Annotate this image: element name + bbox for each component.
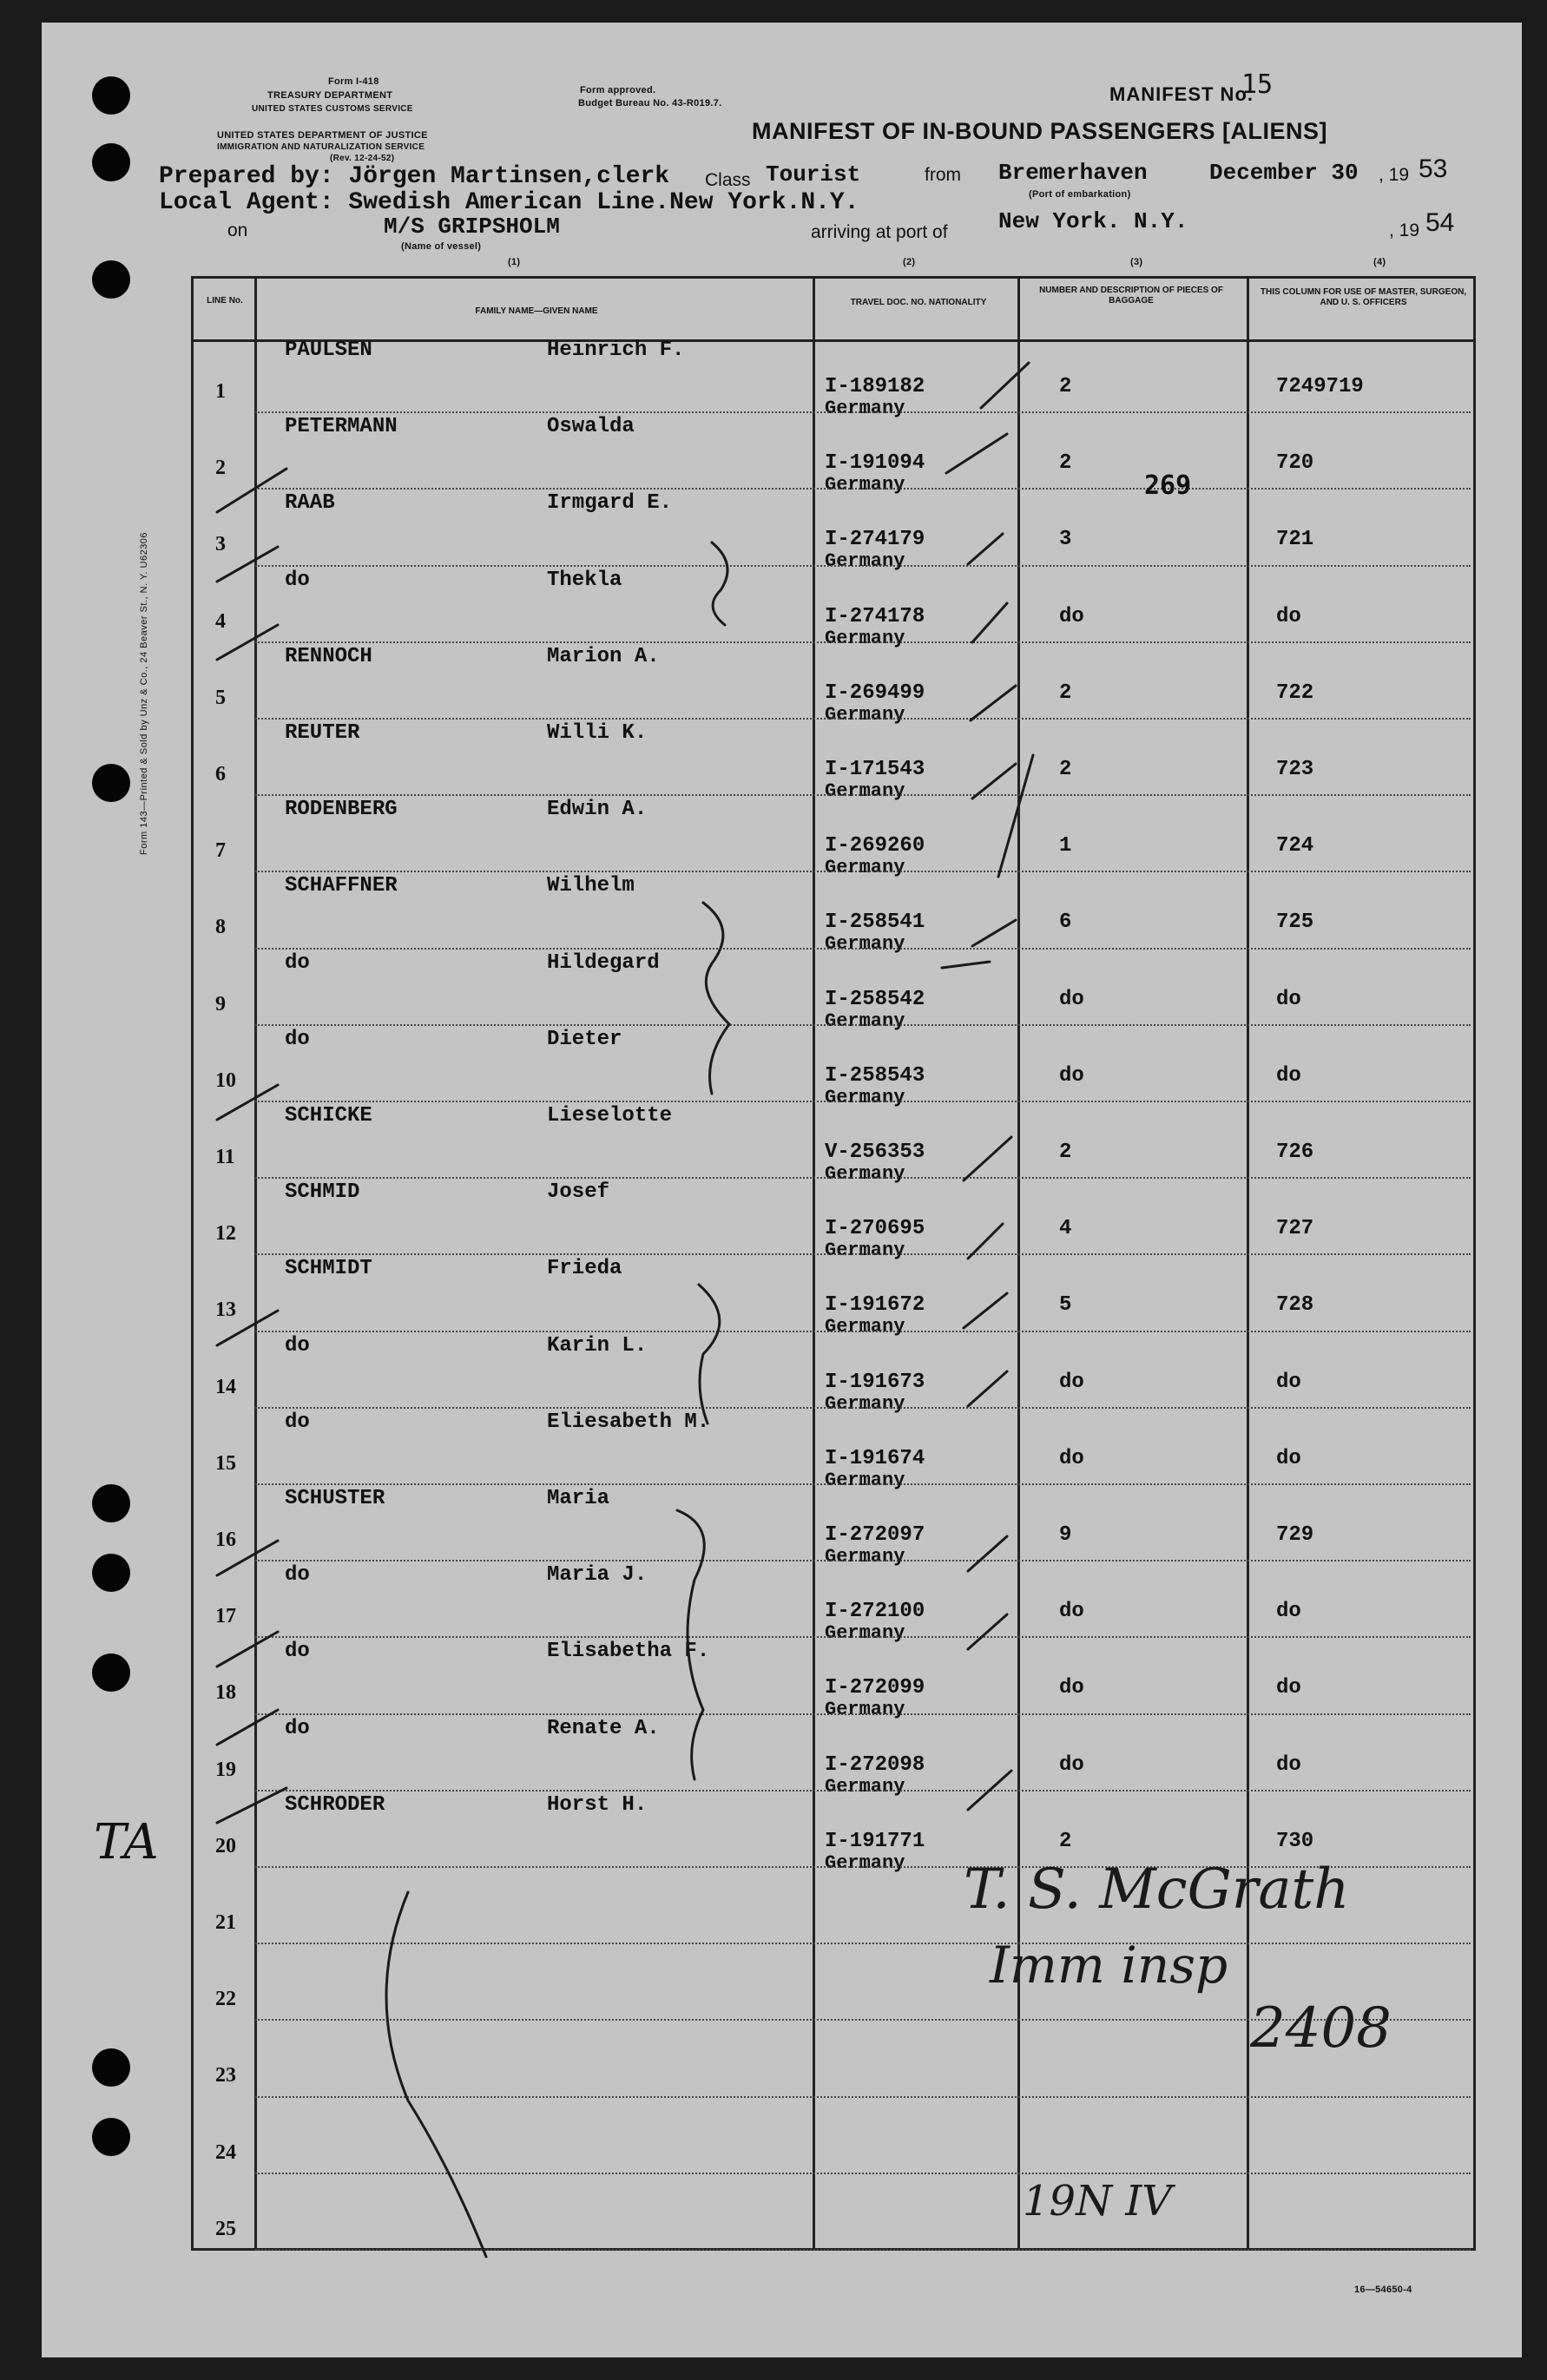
officer-code: 722 [1276,680,1314,705]
line-number: 7 [215,839,226,863]
on-label: on [227,220,248,240]
row-divider [255,1636,1471,1638]
baggage-count: 2 [1059,375,1072,398]
officer-code: 723 [1276,758,1314,781]
vessel-name: M/S GRIPSHOLM [384,214,560,240]
col-header-doc: TRAVEL DOC. NO. NATIONALITY [850,298,987,307]
row-divider [255,2249,1471,2251]
family-name: SCHAFFNER [285,874,398,898]
row-divider [255,794,1471,796]
nationality: Germany [825,1775,905,1798]
col-mark-1: (1) [508,257,521,267]
row-divider [255,1943,1471,1944]
line-number: 11 [215,1146,235,1168]
footer-code: 16—54650-4 [1354,2285,1412,2295]
line-number: 21 [215,1911,236,1934]
manifest-label: MANIFEST No. [1109,83,1254,105]
baggage-count: 9 [1059,1523,1072,1547]
given-name: Frieda [547,1257,622,1281]
prepared-by: Prepared by: Jörgen Martinsen,clerk [159,163,670,190]
officer-code: 728 [1276,1293,1314,1318]
binder-hole [92,1554,130,1592]
line-number: 1 [215,380,226,403]
line-number: 6 [215,763,226,786]
year2-value: 54 [1425,208,1455,237]
travel-doc-number: I-269499 [825,680,925,705]
baggage-count: 3 [1059,528,1072,552]
given-name: Hildegard [547,950,660,975]
baggage-count: do [1059,604,1084,628]
family-name: PAULSEN [285,339,372,362]
row-divider [255,641,1471,643]
binder-hole [92,260,130,299]
officer-code: 725 [1276,911,1314,935]
baggage-count: 1 [1059,834,1072,858]
family-name: REUTER [285,721,360,745]
row-divider [255,1483,1471,1485]
baggage-count: do [1059,1752,1084,1777]
travel-doc-number: I-191674 [825,1446,925,1470]
given-name: Oswalda [547,415,635,439]
family-name: SCHICKE [285,1104,372,1128]
baggage-count: 2 [1059,758,1072,781]
form-number: Form I-418 [328,76,379,87]
family-name: do [285,1410,310,1434]
row-divider [255,1560,1471,1561]
year2-prefix: , 19 [1389,220,1420,240]
nationality: Germany [825,857,905,879]
nationality: Germany [825,1316,905,1338]
family-name: SCHUSTER [285,1487,385,1510]
row-divider [255,1253,1471,1255]
officer-code: do [1276,1446,1301,1470]
family-name: do [285,1563,310,1588]
line-number: 16 [215,1529,236,1551]
budget-bureau: Budget Bureau No. 43-R019.7. [578,98,722,108]
line-number: 8 [215,916,226,939]
from-label: from [925,165,961,185]
line-number: 24 [215,2140,236,2164]
family-name: do [285,1027,310,1051]
year-prefix: , 19 [1379,165,1410,185]
baggage-count: 4 [1059,1217,1072,1241]
baggage-count: 2 [1059,1141,1072,1164]
given-name: Elisabetha F. [547,1640,710,1664]
family-name: do [285,950,310,975]
travel-doc-number: I-191673 [825,1370,925,1394]
travel-doc-number: I-274178 [825,604,925,628]
justice-dept: UNITED STATES DEPARTMENT OF JUSTICE [217,130,428,141]
family-name: RAAB [285,491,335,516]
officer-code: 730 [1276,1829,1314,1853]
officer-code: do [1276,1370,1301,1394]
col-header-baggage: NUMBER AND DESCRIPTION OF PIECES OF BAGGAGE [1039,286,1223,306]
row-divider [255,1331,1471,1332]
line-number: 18 [215,1681,236,1705]
row-divider [255,871,1471,872]
officer-code: do [1276,1752,1301,1777]
officer-code: 727 [1276,1217,1314,1241]
row-divider [255,1024,1471,1026]
travel-doc-number: I-258542 [825,987,925,1011]
revision: (Rev. 12-24-52) [330,154,395,163]
handwritten-269: 269 [1144,470,1192,501]
family-name: do [285,568,310,592]
travel-doc-number: V-256353 [825,1141,925,1164]
family-name: RODENBERG [285,798,398,822]
port-caption: (Port of embarkation) [1029,189,1131,200]
col-header-name: FAMILY NAME—GIVEN NAME [475,306,598,316]
nationality: Germany [825,1086,905,1108]
row-divider [255,718,1471,720]
binder-hole [92,764,130,802]
line-number: 10 [215,1068,236,1092]
col-mark-3: (3) [1130,257,1143,267]
nationality: Germany [825,1699,905,1721]
travel-doc-number: I-272100 [825,1600,925,1624]
travel-doc-number: I-272099 [825,1676,925,1700]
nationality: Germany [825,1851,905,1874]
family-name: SCHMIDT [285,1257,372,1281]
line-number: 13 [215,1298,236,1322]
travel-doc-number: I-272097 [825,1523,925,1547]
line-number: 25 [215,2217,236,2240]
given-name: Maria J. [547,1563,648,1588]
officer-code: 720 [1276,451,1314,476]
row-divider [255,948,1471,950]
given-name: Marion A. [547,644,660,668]
bottom-note: 19N IV [1023,2177,1172,2225]
given-name: Irmgard E. [547,491,673,516]
given-name: Lieselotte [547,1104,673,1128]
travel-doc-number: I-191094 [825,451,925,476]
baggage-count: do [1059,1676,1084,1700]
baggage-count: do [1059,1446,1084,1470]
row-divider [255,1790,1471,1792]
family-name: SCHRODER [285,1792,385,1817]
officer-code: 729 [1276,1523,1314,1547]
col-header-officers: THIS COLUMN FOR USE OF MASTER, SURGEON, AND U. S. OFFICERS [1260,287,1467,307]
given-name: Heinrich F. [547,339,685,362]
binder-hole [92,143,130,181]
nationality: Germany [825,1622,905,1645]
travel-doc-number: I-191672 [825,1293,925,1318]
line-number: 23 [215,2064,236,2087]
nationality: Germany [825,1163,905,1185]
vessel-caption: (Name of vessel) [401,241,482,252]
baggage-count: do [1059,987,1084,1011]
baggage-count: 2 [1059,1829,1072,1853]
row-divider [255,488,1471,490]
nationality: Germany [825,1009,905,1032]
embarkation-port: Bremerhaven [998,160,1148,186]
arrival-port: New York. N.Y. [998,208,1188,234]
printer-imprint: Form 143—Printed & Sold by Unz & Co., 24 Beaver St., N. Y. U62306 [139,531,149,855]
form-approved: Form approved. [580,85,656,95]
line-number: 9 [215,992,226,1016]
officer-code: 721 [1276,528,1314,552]
given-name: Maria [547,1487,610,1510]
inspector-title: Imm insp [990,1936,1228,1995]
baggage-count: 2 [1059,451,1072,476]
binder-hole [92,76,130,115]
nationality: Germany [825,1469,905,1491]
nationality: Germany [825,1392,905,1415]
nationality: Germany [825,703,905,726]
officer-code: 724 [1276,834,1314,858]
nationality: Germany [825,1546,905,1568]
row-divider [255,1177,1471,1179]
officer-code: do [1276,987,1301,1011]
class-label: Class [705,170,751,190]
baggage-count: do [1059,1600,1084,1624]
given-name: Dieter [547,1027,622,1051]
family-name: do [285,1716,310,1740]
treasury-dept: TREASURY DEPARTMENT [267,90,393,101]
family-name: do [285,1640,310,1664]
line-number: 5 [215,686,226,709]
col-mark-4: (4) [1373,257,1386,267]
given-name: Wilhelm [547,874,635,898]
travel-doc-number: I-258541 [825,911,925,935]
travel-doc-number: I-171543 [825,758,925,781]
officer-code: do [1276,604,1301,628]
nationality: Germany [825,933,905,956]
given-name: Eliesabeth M. [547,1410,710,1434]
baggage-count: do [1059,1063,1084,1088]
line-number: 12 [215,1222,236,1246]
travel-doc-number: I-191771 [825,1829,925,1853]
binder-hole [92,2118,130,2156]
customs-service: UNITED STATES CUSTOMS SERVICE [252,104,413,114]
nationality: Germany [825,474,905,496]
line-number: 14 [215,1375,236,1398]
officer-code: 726 [1276,1141,1314,1164]
nationality: Germany [825,398,905,419]
binder-hole [92,1484,130,1522]
inspector-signature: T. S. McGrath [964,1857,1350,1922]
travel-doc-number: I-272098 [825,1752,925,1777]
row-divider [255,565,1471,567]
officer-code: do [1276,1676,1301,1700]
given-name: Willi K. [547,721,648,745]
given-name: Horst H. [547,1792,648,1817]
nationality: Germany [825,550,905,573]
travel-doc-number: I-274179 [825,528,925,552]
year-value: 53 [1419,155,1448,183]
officer-code: 7249719 [1276,375,1364,398]
given-name: Edwin A. [547,798,648,822]
travel-doc-number: I-269260 [825,834,925,858]
baggage-count: 6 [1059,911,1072,935]
baggage-count: 5 [1059,1293,1072,1318]
family-name: do [285,1333,310,1358]
family-name: RENNOCH [285,644,372,668]
row-divider [255,1101,1471,1102]
travel-doc-number: I-270695 [825,1217,925,1241]
line-number: 4 [215,609,226,633]
line-number: 22 [215,1988,236,2011]
col-mark-2: (2) [903,257,916,267]
nationality: Germany [825,627,905,649]
given-name: Renate A. [547,1716,660,1740]
manifest-title: MANIFEST OF IN-BOUND PASSENGERS [ALIENS] [752,118,1328,144]
family-name: PETERMANN [285,415,398,439]
row-divider [255,1713,1471,1715]
given-name: Josef [547,1180,610,1205]
row-divider [255,1407,1471,1409]
binder-hole [92,1654,130,1692]
margin-initials: TA [94,1814,159,1870]
binder-hole [92,2048,130,2087]
arriving-label: arriving at port of [811,222,948,242]
officer-code: do [1276,1063,1301,1088]
travel-doc-number: I-258543 [825,1063,925,1088]
row-divider [255,2173,1471,2174]
given-name: Karin L. [547,1333,648,1358]
local-agent: Local Agent: Swedish American Line.New York.N.Y. [159,189,859,216]
line-number: 20 [215,1834,236,1857]
class-value: Tourist [766,161,861,187]
line-number: 3 [215,533,226,556]
manifest-number: 15 [1241,69,1274,100]
line-number: 17 [215,1605,236,1628]
col-header-line: LINE No. [207,296,243,306]
row-divider [255,2096,1471,2098]
line-number: 2 [215,457,226,480]
baggage-count: 2 [1059,680,1072,705]
family-name: SCHMID [285,1180,360,1205]
row-divider [255,411,1471,413]
handwritten-number: 2408 [1250,1996,1392,2061]
travel-doc-number: I-189182 [825,375,925,398]
line-number: 19 [215,1758,236,1781]
officer-code: do [1276,1600,1301,1624]
nationality: Germany [825,780,905,802]
departure-date: December 30 [1209,160,1359,186]
given-name: Thekla [547,568,622,592]
nationality: Germany [825,1239,905,1262]
immigration-service: IMMIGRATION AND NATURALIZATION SERVICE [217,142,425,152]
line-number: 15 [215,1451,236,1475]
baggage-count: do [1059,1370,1084,1394]
